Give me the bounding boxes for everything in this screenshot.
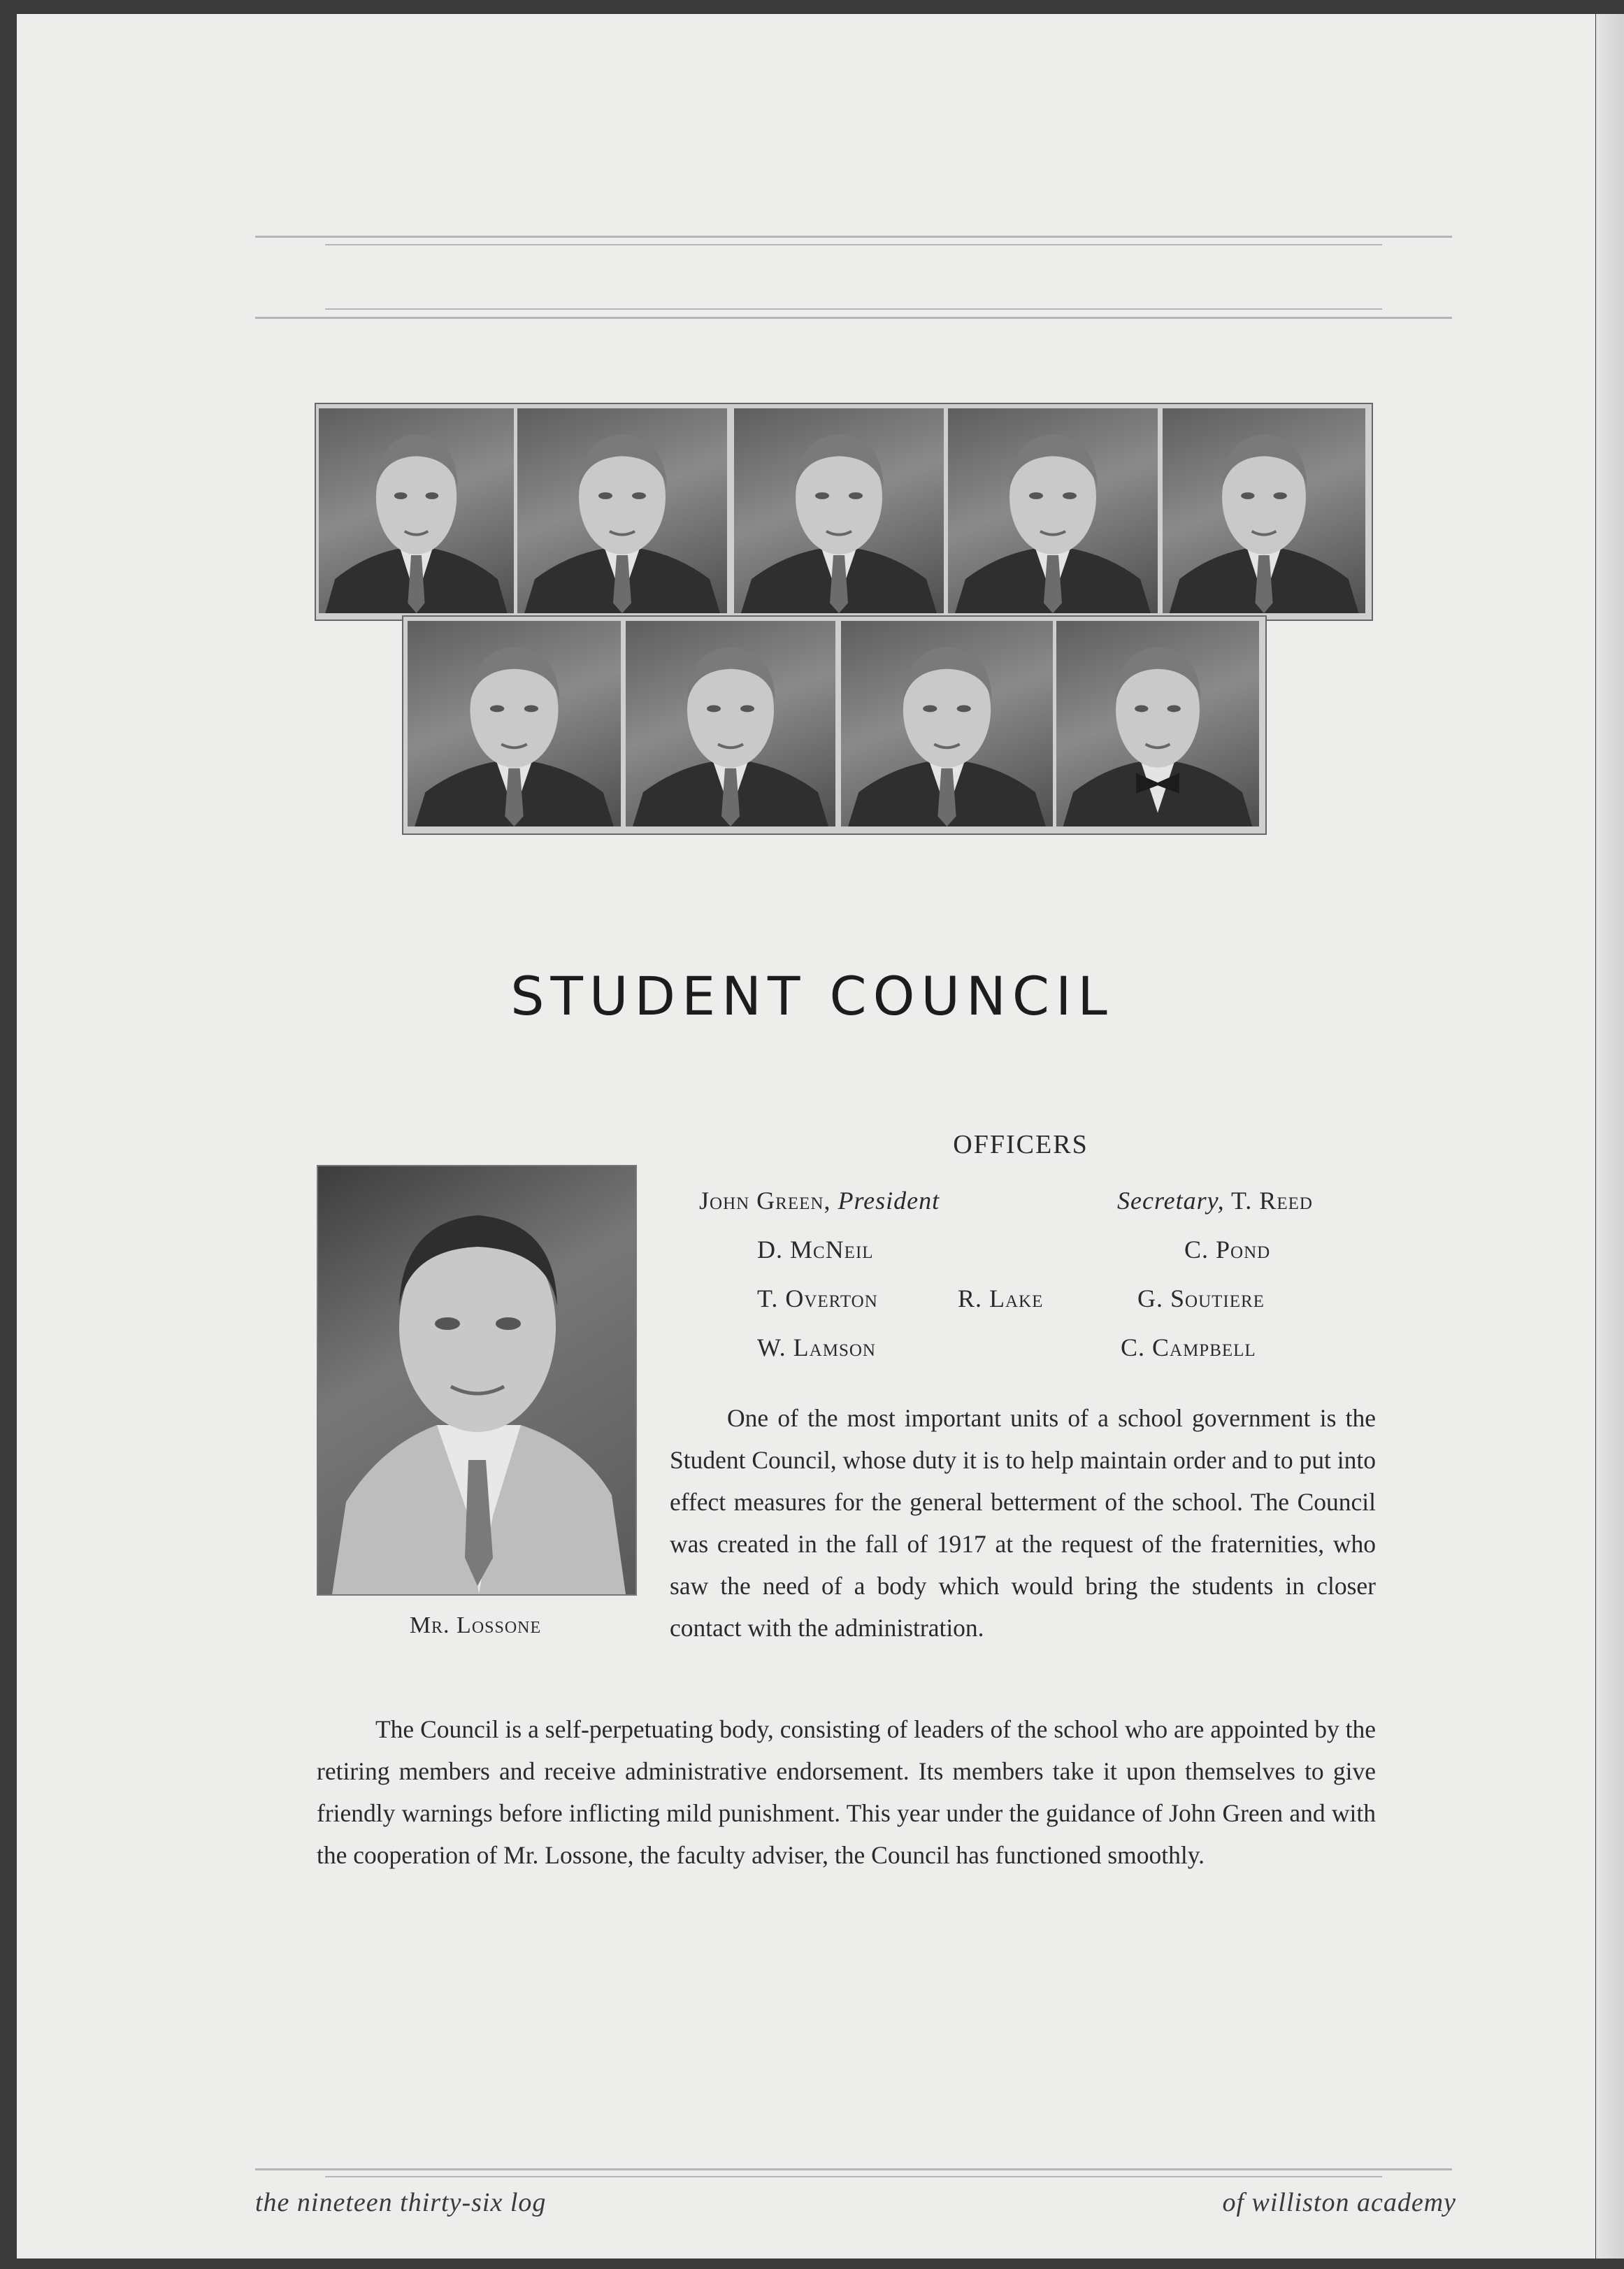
page-title: STUDENT COUNCIL [510,965,1114,1027]
footer-left: the nineteen thirty-six log [255,2188,547,2217]
student-portrait-8 [841,621,1053,826]
officer-left-1: D. McNeil [757,1236,874,1264]
adviser-caption: Mr. Lossone [409,1612,542,1638]
student-portrait-4 [948,408,1158,613]
paragraph-1: One of the most important units of a school government is the Student Council, whose duty it is to help maintain order and to put into effect measures for the general betterment of the school. The Council was created in the fall of 1917 at the request of the fraternities, who saw the need of a body which would bring the students in closer contact with the administration. [670,1404,1376,1642]
officers-heading: OFFICERS [953,1130,1088,1159]
top-rule-4 [255,317,1452,319]
adviser-portrait [317,1165,637,1596]
top-rule-3 [325,308,1382,310]
officer-president [699,1186,940,1215]
student-portrait-1 [319,408,514,613]
officer-right-2: G. Soutiere [1137,1284,1265,1312]
officer-left-3: W. Lamson [757,1333,876,1361]
paragraph-2: The Council is a self-perpetuating body, consisting of leaders of the school who are appointed by the retiring members and receive administrative endorsement. Its members take it upon themselves to give friendly warnings before inflicting mild punishment. This year under the guidance of John Green and with the cooperation of Mr. Lossone, the faculty adviser, the Council has functioned smoothly. [317,1715,1376,1869]
top-rule-2 [325,244,1382,245]
adviser-portrait-drawing [318,1166,635,1594]
officer-right-1: C. Pond [1184,1236,1271,1264]
student-portrait-9 [1056,621,1259,826]
president-name: John Green, [699,1187,831,1215]
footer-right: of williston academy [1222,2188,1456,2217]
president-role: President [838,1187,940,1215]
page-edge [1596,14,1624,2259]
secretary-name: T. Reed [1230,1187,1313,1215]
secretary-role: Secretary, [1117,1187,1225,1215]
bottom-rule-1 [255,2168,1452,2170]
officer-left-2: T. Overton [757,1284,878,1312]
student-portrait-5 [1163,408,1365,613]
student-portrait-2 [517,408,727,613]
officer-middle: R. Lake [958,1284,1044,1312]
yearbook-page [17,14,1595,2259]
officer-right-3: C. Campbell [1121,1333,1256,1361]
officer-secretary [1117,1186,1313,1215]
student-portrait-7 [626,621,835,826]
bottom-rule-2 [325,2176,1382,2177]
student-portrait-6 [408,621,621,826]
top-rule-1 [255,236,1452,238]
student-portrait-3 [734,408,944,613]
